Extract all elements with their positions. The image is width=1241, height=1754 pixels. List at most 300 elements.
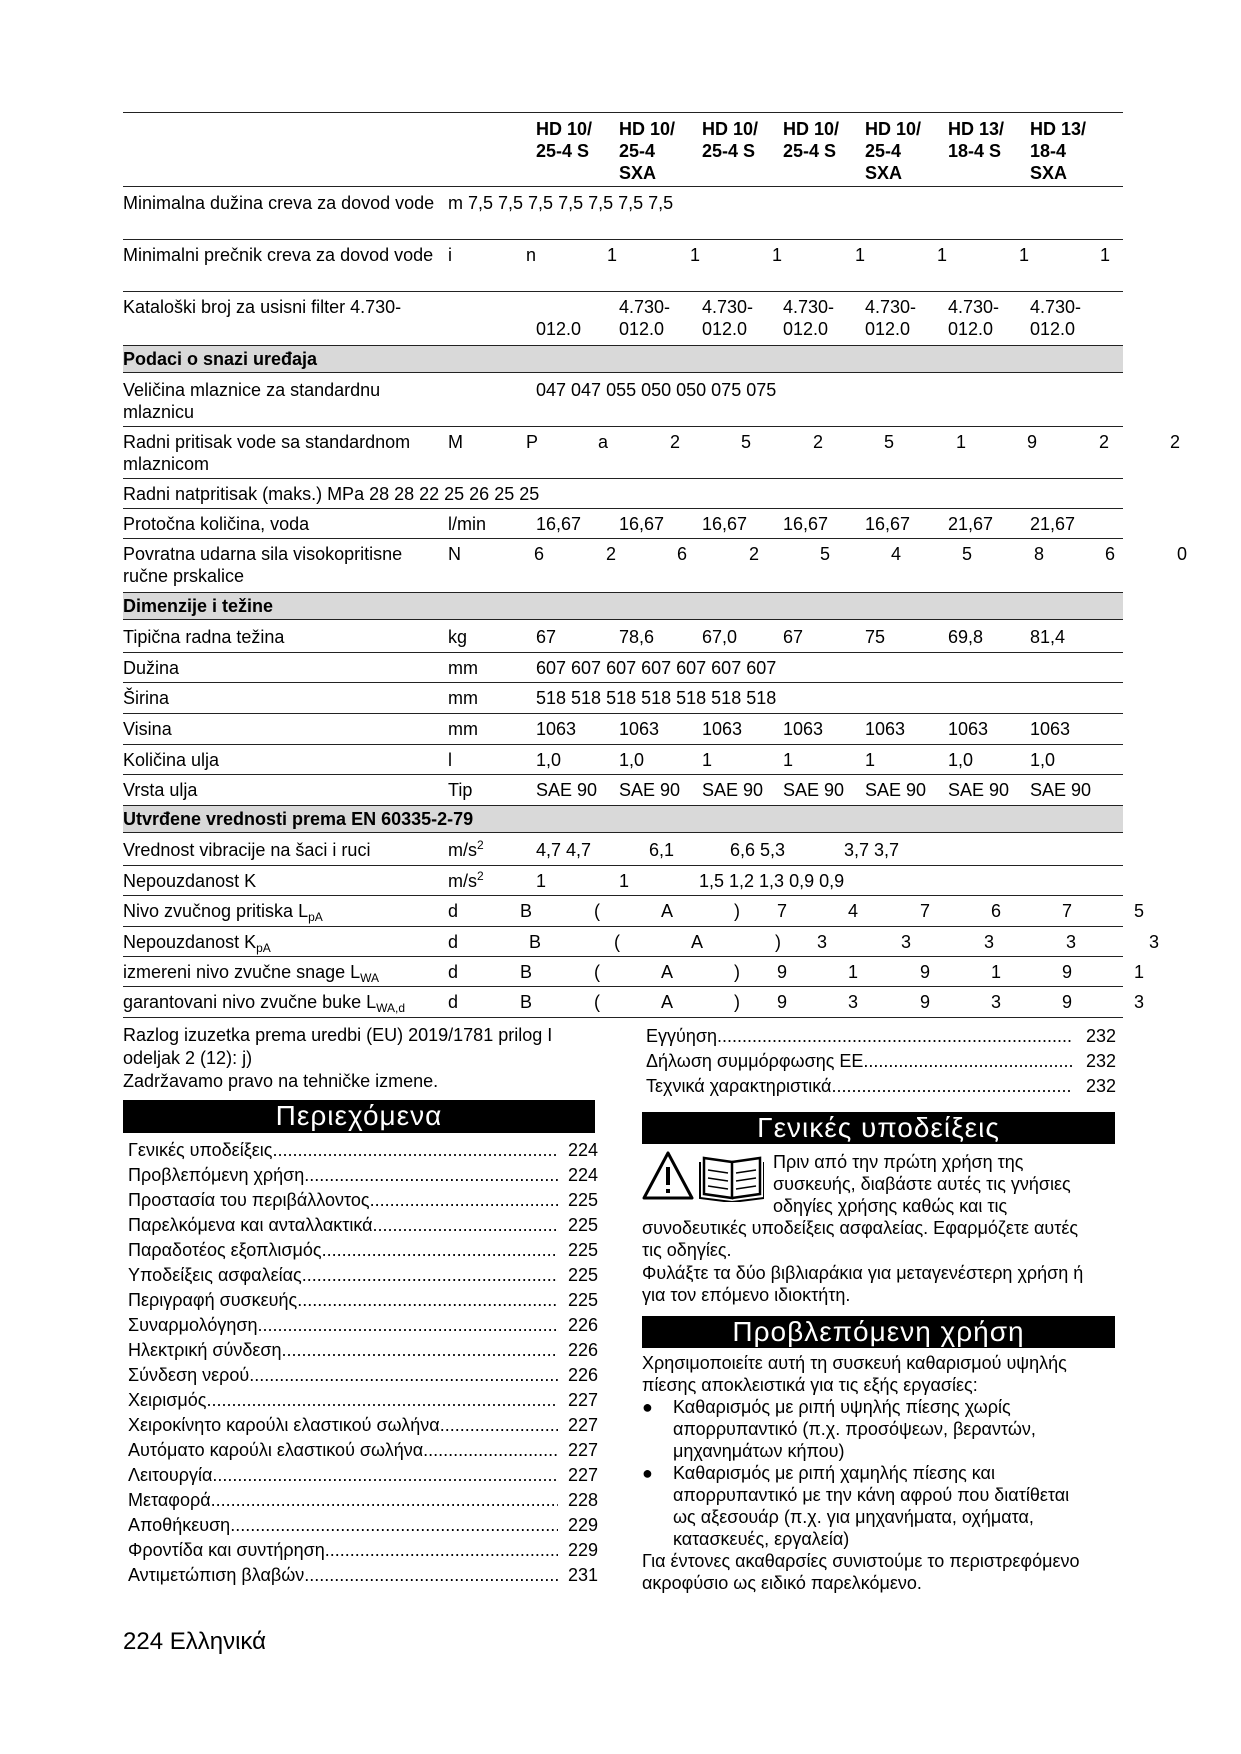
cell: 4.730- (1030, 297, 1082, 317)
toc-entry-page: 232 (1085, 1051, 1116, 1071)
cell: ( (614, 932, 620, 952)
text-line: για τον επόμενο ιδιοκτήτη. (642, 1285, 851, 1305)
toc-dot-leader (258, 1313, 558, 1338)
text-line: Καθαρισμός με ριπή υψηλής πίεσης χωρίς (673, 1397, 1011, 1417)
cell: 1 (783, 750, 794, 770)
cell: 1 (865, 750, 876, 770)
toc-entry-title: Ηλεκτρική σύνδεση (128, 1340, 282, 1360)
toc-entry-page: 226 (567, 1365, 598, 1385)
header-col-3: HD 10/ 25-4 S (702, 119, 759, 161)
cell: 4.730- (702, 297, 754, 317)
toc-entry-title: Αυτόματο καρούλι ελαστικού σωλήνα (128, 1440, 424, 1460)
cell: 1 (1019, 245, 1030, 265)
toc-entry-title: Περιγραφή συσκευής (128, 1290, 298, 1310)
cell: 1 (607, 245, 618, 265)
cell: 6,1 (649, 840, 675, 860)
cell: 4.730- (619, 297, 671, 317)
cell: SAE 90 (536, 780, 598, 800)
toc-dot-leader (302, 1263, 558, 1288)
cell: 6 (534, 544, 545, 564)
cell: 9 (920, 962, 931, 982)
rule (123, 291, 1123, 292)
table-top-rule (123, 112, 1123, 113)
cell: 012.0 (948, 319, 994, 339)
toc-entry[interactable] (128, 1313, 598, 1338)
cell: 2 (813, 432, 824, 452)
cell: 8 (1034, 544, 1045, 564)
unit: l/min (448, 514, 487, 534)
cell: 5 (1134, 901, 1145, 921)
toc-entry-page: 224 (567, 1140, 598, 1160)
cell: 012.0 (783, 319, 829, 339)
toc-entry[interactable] (128, 1288, 598, 1313)
bullet-icon: ● (642, 1397, 653, 1417)
rule (123, 713, 1123, 714)
cell: 9 (1027, 432, 1038, 452)
row-label: Veličina mlaznice za standardnu mlaznicu (123, 380, 381, 422)
toc-entry-page: 225 (567, 1290, 598, 1310)
toc-dot-leader (322, 1238, 558, 1263)
unit-text: m/s (448, 840, 477, 860)
cell: B (529, 932, 542, 952)
rule (123, 652, 1123, 653)
cell: 78,6 (619, 627, 655, 647)
row-value: 047 047 055 050 050 075 075 (536, 380, 777, 400)
header-col-7: HD 13/ 18-4 SXA (1030, 119, 1087, 183)
row-label: Kataloški broj za usisni filter 4.730- (123, 297, 402, 317)
toc-entry[interactable] (646, 1074, 1116, 1099)
cell: 1 (937, 245, 948, 265)
intended-use-title: Προβλεπόμενη χρήση (642, 1316, 1115, 1348)
row-label: Minimalni prečnik creva za dovod vode (123, 245, 434, 265)
text-line: Πριν από την πρώτη χρήση της (773, 1152, 1024, 1172)
text-line: πίεσης αποκλειστικά για τις εξής εργασίες: (642, 1375, 978, 1395)
label-text: Nivo zvučnog pritiska L (123, 901, 309, 921)
cell: 3 (817, 932, 828, 952)
cell: 4 (891, 544, 902, 564)
toc-dot-leader (272, 1138, 558, 1163)
row-label (123, 900, 443, 922)
section-values (123, 805, 1123, 833)
toc-entry[interactable] (646, 1024, 1116, 1049)
cell: 1063 (865, 719, 906, 739)
cell: 5 (962, 544, 973, 564)
cell: 16,67 (619, 514, 665, 534)
row-label: Vrednost vibracije na šaci i ruci (123, 840, 371, 860)
toc-entry-page: 232 (1085, 1076, 1116, 1096)
toc-entry[interactable] (646, 1049, 1116, 1074)
toc-entry[interactable] (128, 1413, 598, 1438)
cell: 1 (690, 245, 701, 265)
toc-dot-leader (212, 1463, 558, 1488)
rule (123, 426, 1123, 427)
unit: mm (448, 658, 478, 678)
row-label: Radni natpritisak (maks.) MPa 28 28 22 25 26 25 25 (123, 484, 540, 504)
cell: SAE 90 (783, 780, 845, 800)
toc-dot-leader (249, 1363, 558, 1388)
cell: M (448, 432, 463, 452)
rule (123, 744, 1123, 745)
toc-entry-title: Χειροκίνητο καρούλι ελαστικού σωλήνα (128, 1415, 440, 1435)
text-line: μηχανημάτων κήπου) (673, 1441, 845, 1461)
toc-entry-title: Δήλωση συμμόρφωσης ΕΕ (646, 1051, 864, 1071)
cell: 6,6 5,3 (730, 840, 786, 860)
toc-entry-title: Εγγύηση (646, 1026, 717, 1046)
cell: 1 (772, 245, 783, 265)
toc-dot-leader (831, 1074, 1072, 1099)
toc-dot-leader (282, 1338, 558, 1363)
cell: 75 (865, 627, 886, 647)
toc-entry[interactable] (128, 1538, 598, 1563)
cell: 69,8 (948, 627, 984, 647)
cell: 6 (991, 901, 1002, 921)
cell: 4.730- (948, 297, 1000, 317)
warning-book-icons (642, 1150, 764, 1202)
text-line: ακροφύσιο ως ειδικό παρελκόμενο. (642, 1573, 922, 1593)
cell: d (448, 962, 459, 982)
cell: n (526, 245, 537, 265)
toc-entry-page: 227 (567, 1390, 598, 1410)
cell: 1,0 (1030, 750, 1056, 770)
rule (123, 508, 1123, 509)
page-number: 224 (123, 1628, 164, 1655)
cell: 3,7 3,7 (844, 840, 900, 860)
cell: 1,0 (948, 750, 974, 770)
toc-entry[interactable] (128, 1463, 598, 1488)
toc-dot-leader (304, 1563, 558, 1588)
section-power (123, 345, 1123, 373)
cell: 3 (1066, 932, 1077, 952)
warning-triangle-icon (642, 1150, 764, 1202)
toc-entry-page: 229 (567, 1540, 598, 1560)
cell: 2 (606, 544, 617, 564)
rule (123, 239, 1123, 240)
cell: 7 (920, 901, 931, 921)
toc-entry[interactable] (128, 1563, 598, 1588)
cell: SAE 90 (865, 780, 927, 800)
cell: 5 (884, 432, 895, 452)
text-line: απορρυπαντικό με την κάνη αφρού που διατίθεται (673, 1485, 1070, 1505)
row-label: Minimalna dužina creva za dovod vode (123, 193, 435, 213)
toc-entry-title: Παραδοτέος εξοπλισμός (128, 1240, 322, 1260)
cell: 012.0 (865, 319, 911, 339)
footnote-line: odeljak 2 (12): j) (123, 1048, 253, 1068)
text-line: οδηγίες χρήσης καθώς και τις (773, 1196, 1008, 1216)
cell: 1 (1134, 962, 1145, 982)
rule (123, 1017, 1123, 1018)
toc-entry-title: Σύνδεση νερού (128, 1365, 250, 1385)
toc-dot-leader (325, 1538, 558, 1563)
cell: 16,67 (536, 514, 582, 534)
label-text: garantovani nivo zvučne buke L (123, 992, 377, 1012)
header-col-4: HD 10/ 25-4 S (783, 119, 840, 161)
toc-entry-page: 225 (567, 1265, 598, 1285)
toc-entry-title: Αντιμετώπιση βλαβών (128, 1565, 305, 1585)
cell: SAE 90 (619, 780, 681, 800)
cell: A (661, 992, 674, 1012)
toc-dot-leader (717, 1024, 1072, 1049)
general-notes-title: Γενικές υποδείξεις (642, 1112, 1115, 1144)
cell: 16,67 (783, 514, 829, 534)
toc-dot-leader (373, 1213, 558, 1238)
text-line: Χρησιμοποιείτε αυτή τη συσκευή καθαρισμού υψηλής (642, 1353, 1067, 1373)
cell: 9 (920, 992, 931, 1012)
row-label: Nepouzdanost K (123, 871, 257, 891)
label-text: Nepouzdanost K (123, 932, 257, 952)
cell: 2 (749, 544, 760, 564)
toc-entry[interactable] (128, 1138, 598, 1163)
unit: l (448, 750, 452, 770)
toc-dot-leader (206, 1388, 558, 1413)
unit (448, 839, 484, 861)
toc-entry-page: 225 (567, 1240, 598, 1260)
cell: 6 (1105, 544, 1116, 564)
cell: 3 (1134, 992, 1145, 1012)
cell: a (598, 432, 609, 452)
toc-dot-leader (440, 1413, 558, 1438)
cell: 4 (848, 901, 859, 921)
cell: ) (734, 962, 740, 982)
cell: 1063 (619, 719, 660, 739)
cell: 2 (1170, 432, 1181, 452)
toc-entry-page: 229 (567, 1515, 598, 1535)
label-text: izmereni nivo zvučne snage L (123, 962, 361, 982)
cell: 1 (1100, 245, 1111, 265)
cell: 9 (777, 962, 788, 982)
row-label: Povratna udarna sila visokopritisne ručne prskalice (123, 544, 403, 586)
cell: A (661, 901, 674, 921)
toc-entry[interactable] (128, 1438, 598, 1463)
cell: B (520, 901, 533, 921)
cell: 1063 (702, 719, 743, 739)
rule (123, 478, 1123, 479)
toc-entry-page: 227 (567, 1415, 598, 1435)
rule (123, 926, 1123, 927)
section-title: Dimenzije i težine (123, 596, 274, 616)
row-label (123, 961, 443, 983)
cell: d (448, 992, 459, 1012)
row-label: Količina ulja (123, 750, 220, 770)
rule (123, 895, 1123, 896)
toc-entry-title: Συναρμολόγηση (128, 1315, 258, 1335)
cell: 1 (848, 962, 859, 982)
toc-entry-title: Αποθήκευση (128, 1515, 231, 1535)
toc-entry[interactable] (128, 1488, 598, 1513)
cell: N (448, 544, 461, 564)
cell: 16,67 (702, 514, 748, 534)
footnote-line: Zadržavamo pravo na tehničke izmene. (123, 1071, 439, 1091)
cell: SAE 90 (702, 780, 764, 800)
footnote-line: Razlog izuzetka prema uredbi (EU) 2019/1781 prilog I (123, 1025, 553, 1045)
text-line: απορρυπαντικό (π.χ. προσόψεων, βεραντών, (673, 1419, 1036, 1439)
cell: 4.730- (783, 297, 835, 317)
row-label: Radni pritisak vode sa standardnom mlaznicom (123, 432, 411, 474)
toc-entry-title: Φροντίδα και συντήρηση (128, 1540, 325, 1560)
bullet-icon: ● (642, 1463, 653, 1483)
toc-entry[interactable] (128, 1163, 598, 1188)
cell: 6 (677, 544, 688, 564)
toc-entry-title: Γενικές υποδείξεις (128, 1140, 273, 1160)
label-sub: WA,d (376, 1001, 406, 1015)
section-title: Podaci o snazi uređaja (123, 349, 318, 369)
rule (123, 865, 1123, 866)
cell: 1,0 (536, 750, 562, 770)
toc-entry-page: 227 (567, 1440, 598, 1460)
header-col-2: HD 10/ 25-4 SXA (619, 119, 676, 183)
toc-entry-page: 225 (567, 1190, 598, 1210)
row-label: Protočna količina, voda (123, 514, 310, 534)
unit-sup: 2 (477, 869, 484, 883)
rule (123, 986, 1123, 987)
cell: 012.0 (619, 319, 665, 339)
unit-sup: 2 (477, 838, 484, 852)
text-line: Φυλάξτε τα δύο βιβλιαράκια για μεταγενέστερη χρήση ή (642, 1263, 1084, 1283)
cell: 3 (984, 932, 995, 952)
toc-entry-title: Προστασία του περιβάλλοντος (128, 1190, 370, 1210)
label-sub: WA (360, 971, 380, 985)
toc-entry-page: 228 (567, 1490, 598, 1510)
row-value: 607 607 607 607 607 607 607 (536, 658, 777, 678)
cell: 67 (783, 627, 804, 647)
toc-entry-page: 231 (567, 1565, 598, 1585)
toc-entry-title: Λειτουργία (128, 1465, 213, 1485)
cell: ) (734, 901, 740, 921)
rule (123, 682, 1123, 683)
contents-title: Περιεχόμενα (123, 1100, 595, 1133)
toc-dot-leader (423, 1438, 558, 1463)
unit: mm (448, 688, 478, 708)
toc-dot-leader (304, 1163, 558, 1188)
cell: 5 (820, 544, 831, 564)
language-label: Ελληνικά (169, 1628, 266, 1655)
cell: d (448, 901, 459, 921)
toc-entry[interactable] (128, 1188, 598, 1213)
cell: ) (734, 992, 740, 1012)
rule (123, 956, 1123, 957)
cell: 1,0 (619, 750, 645, 770)
toc-entry-title: Παρελκόμενα και ανταλλακτικά (128, 1215, 373, 1235)
cell: 1 (702, 750, 713, 770)
cell: 9 (777, 992, 788, 1012)
manual-book-icon (700, 1158, 764, 1202)
toc-entry-page: 226 (567, 1315, 598, 1335)
cell: 2 (670, 432, 681, 452)
cell: 67 (536, 627, 557, 647)
cell: ) (775, 932, 781, 952)
toc-entry[interactable] (128, 1513, 598, 1538)
cell: 1063 (1030, 719, 1071, 739)
cell: ( (594, 992, 600, 1012)
rule (123, 774, 1123, 775)
cell: 012.0 (536, 319, 582, 339)
toc-entry-title: Τεχνικά χαρακτηριστικά (646, 1076, 832, 1096)
cell: 2 (1099, 432, 1110, 452)
cell: 21,67 (1030, 514, 1076, 534)
toc-entry-page: 225 (567, 1215, 598, 1235)
cell: 81,4 (1030, 627, 1066, 647)
cell: 5 (741, 432, 752, 452)
toc-entry[interactable] (128, 1338, 598, 1363)
text-line: συνοδευτικές υποδείξεις ασφαλείας. Εφαρμόζετε αυτές (642, 1218, 1079, 1238)
cell: 1 (855, 245, 866, 265)
cell: 3 (901, 932, 912, 952)
cell: 012.0 (702, 319, 748, 339)
toc-entry-page: 232 (1085, 1026, 1116, 1046)
cell: d (448, 932, 459, 952)
toc-dot-leader (370, 1188, 558, 1213)
cell: 012.0 (1030, 319, 1076, 339)
unit: mm (448, 719, 478, 739)
cell: 9 (1062, 962, 1073, 982)
row-label (123, 991, 443, 1013)
cell: 7 (1062, 901, 1073, 921)
toc-entry[interactable] (128, 1213, 598, 1238)
cell: 4.730- (865, 297, 917, 317)
cell: P (526, 432, 539, 452)
row-value: 518 518 518 518 518 518 518 (536, 688, 777, 708)
cell: 1 (536, 871, 547, 891)
label-sub: pA (308, 910, 323, 924)
text-line: ως αξεσουάρ (π.χ. για μηχανήματα, οχήματα, (673, 1507, 1034, 1527)
cell: 4,7 4,7 (536, 840, 592, 860)
label-sub: pA (256, 941, 271, 955)
row-value: m 7,5 7,5 7,5 7,5 7,5 7,5 7,5 (448, 193, 674, 213)
toc-entry-title: Μεταφορά (128, 1490, 211, 1510)
toc-entry[interactable] (128, 1263, 598, 1288)
cell: 1 (956, 432, 967, 452)
cell: 1 (991, 962, 1002, 982)
cell: 9 (1062, 992, 1073, 1012)
row-label: Visina (123, 719, 172, 739)
cell: 1063 (536, 719, 577, 739)
cell: 1,5 1,2 1,3 0,9 0,9 (699, 871, 845, 891)
unit (448, 870, 484, 892)
cell: 3 (991, 992, 1002, 1012)
toc-dot-leader (230, 1513, 558, 1538)
cell: 0 (1177, 544, 1188, 564)
cell: A (661, 962, 674, 982)
toc-entry-page: 226 (567, 1340, 598, 1360)
toc-entry[interactable] (128, 1388, 598, 1413)
header-col-1: HD 10/ 25-4 S (536, 119, 593, 161)
toc-entry-title: Προβλεπόμενη χρήση (128, 1165, 305, 1185)
text-line: συσκευής, διαβάστε αυτές τις γνήσιες (773, 1174, 1071, 1194)
cell: B (520, 962, 533, 982)
cell: SAE 90 (1030, 780, 1092, 800)
toc-entry-title: Χειρισμός (128, 1390, 207, 1410)
toc-entry[interactable] (128, 1363, 598, 1388)
toc-entry-title: Υποδείξεις ασφαλείας (128, 1265, 302, 1285)
cell: A (691, 932, 704, 952)
section-dimensions (123, 592, 1123, 620)
text-line: τις οδηγίες. (642, 1240, 732, 1260)
header-col-5: HD 10/ 25-4 SXA (865, 119, 922, 183)
unit-text: m/s (448, 871, 477, 891)
text-line: Καθαρισμός με ριπή χαμηλής πίεσης και (673, 1463, 995, 1483)
toc-entry-page: 227 (567, 1465, 598, 1485)
cell: 67,0 (702, 627, 738, 647)
cell: 16,67 (865, 514, 911, 534)
row-label: Širina (123, 688, 170, 708)
cell: 3 (848, 992, 859, 1012)
cell: 7 (777, 901, 788, 921)
rule (123, 186, 1123, 187)
toc-entry[interactable] (128, 1238, 598, 1263)
text-line: κατασκευές, εργαλεία) (673, 1529, 850, 1549)
header-col-6: HD 13/ 18-4 S (948, 119, 1005, 161)
row-label: Dužina (123, 658, 180, 678)
unit: Tip (448, 780, 473, 800)
